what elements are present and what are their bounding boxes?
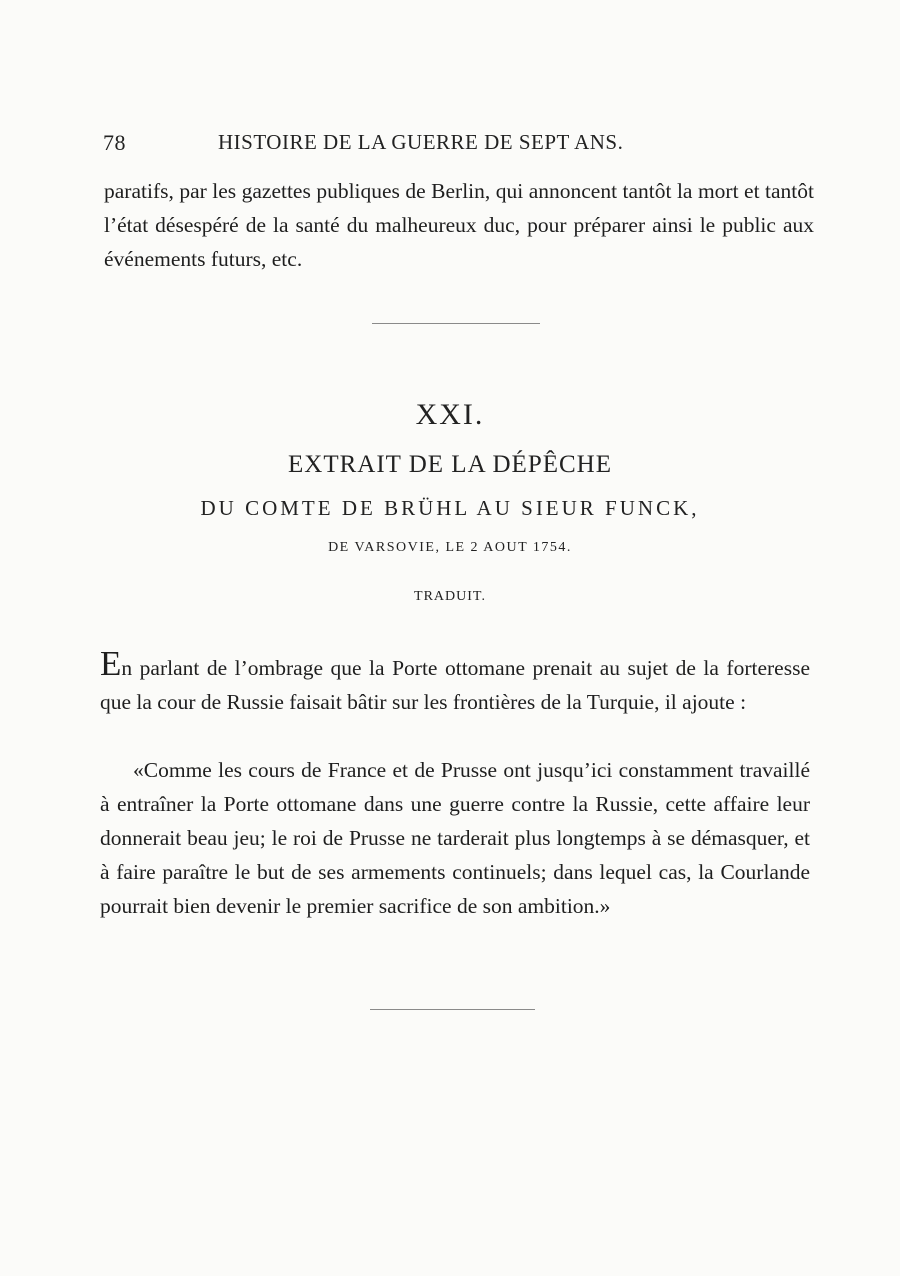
intro-text: n parlant de l’ombrage que la Porte ottomane prenait au sujet de la forteresse que la cour de Russie faisait bâtir sur les frontières de la Turquie, il ajoute : <box>100 656 810 714</box>
translation-note: TRADUIT. <box>414 589 486 604</box>
page-number: 78 <box>103 130 126 155</box>
continued-paragraph: paratifs, par les gazettes publiques de Berlin, qui annoncent tantôt la mort et tantôt l’état désespéré de la santé du malheureux duc, pour préparer ainsi le public aux événements futurs, etc. <box>104 179 814 271</box>
quote-paragraph: «Comme les cours de France et de Prusse ont jusqu’ici constamment travaillé à entraîner la Porte ottomane dans une guerre contre la Russie, cette affaire leur donnerait beau jeu; le roi de Prusse ne tarderait plus longtemps à se démasquer, et à faire paraître le but de ses armements continuels; dans lequel cas, la Courlande pourrait bien devenir le premier sacrifice de son ambition.» <box>100 758 810 918</box>
dateline: DE VARSOVIE, LE 2 AOUT 1754. <box>328 540 572 555</box>
section-divider-top <box>372 323 540 324</box>
section-number: XXI. <box>415 398 485 431</box>
drop-cap: E <box>100 644 122 683</box>
section-subheading: DU COMTE DE BRÜHL AU SIEUR FUNCK, <box>200 496 700 520</box>
section-heading: EXTRAIT DE LA DÉPÊCHE <box>288 451 612 478</box>
intro-paragraph <box>100 644 810 719</box>
running-head <box>103 128 703 160</box>
section-divider-bottom <box>370 1009 535 1010</box>
running-title: HISTOIRE DE LA GUERRE DE SEPT ANS. <box>218 130 624 154</box>
